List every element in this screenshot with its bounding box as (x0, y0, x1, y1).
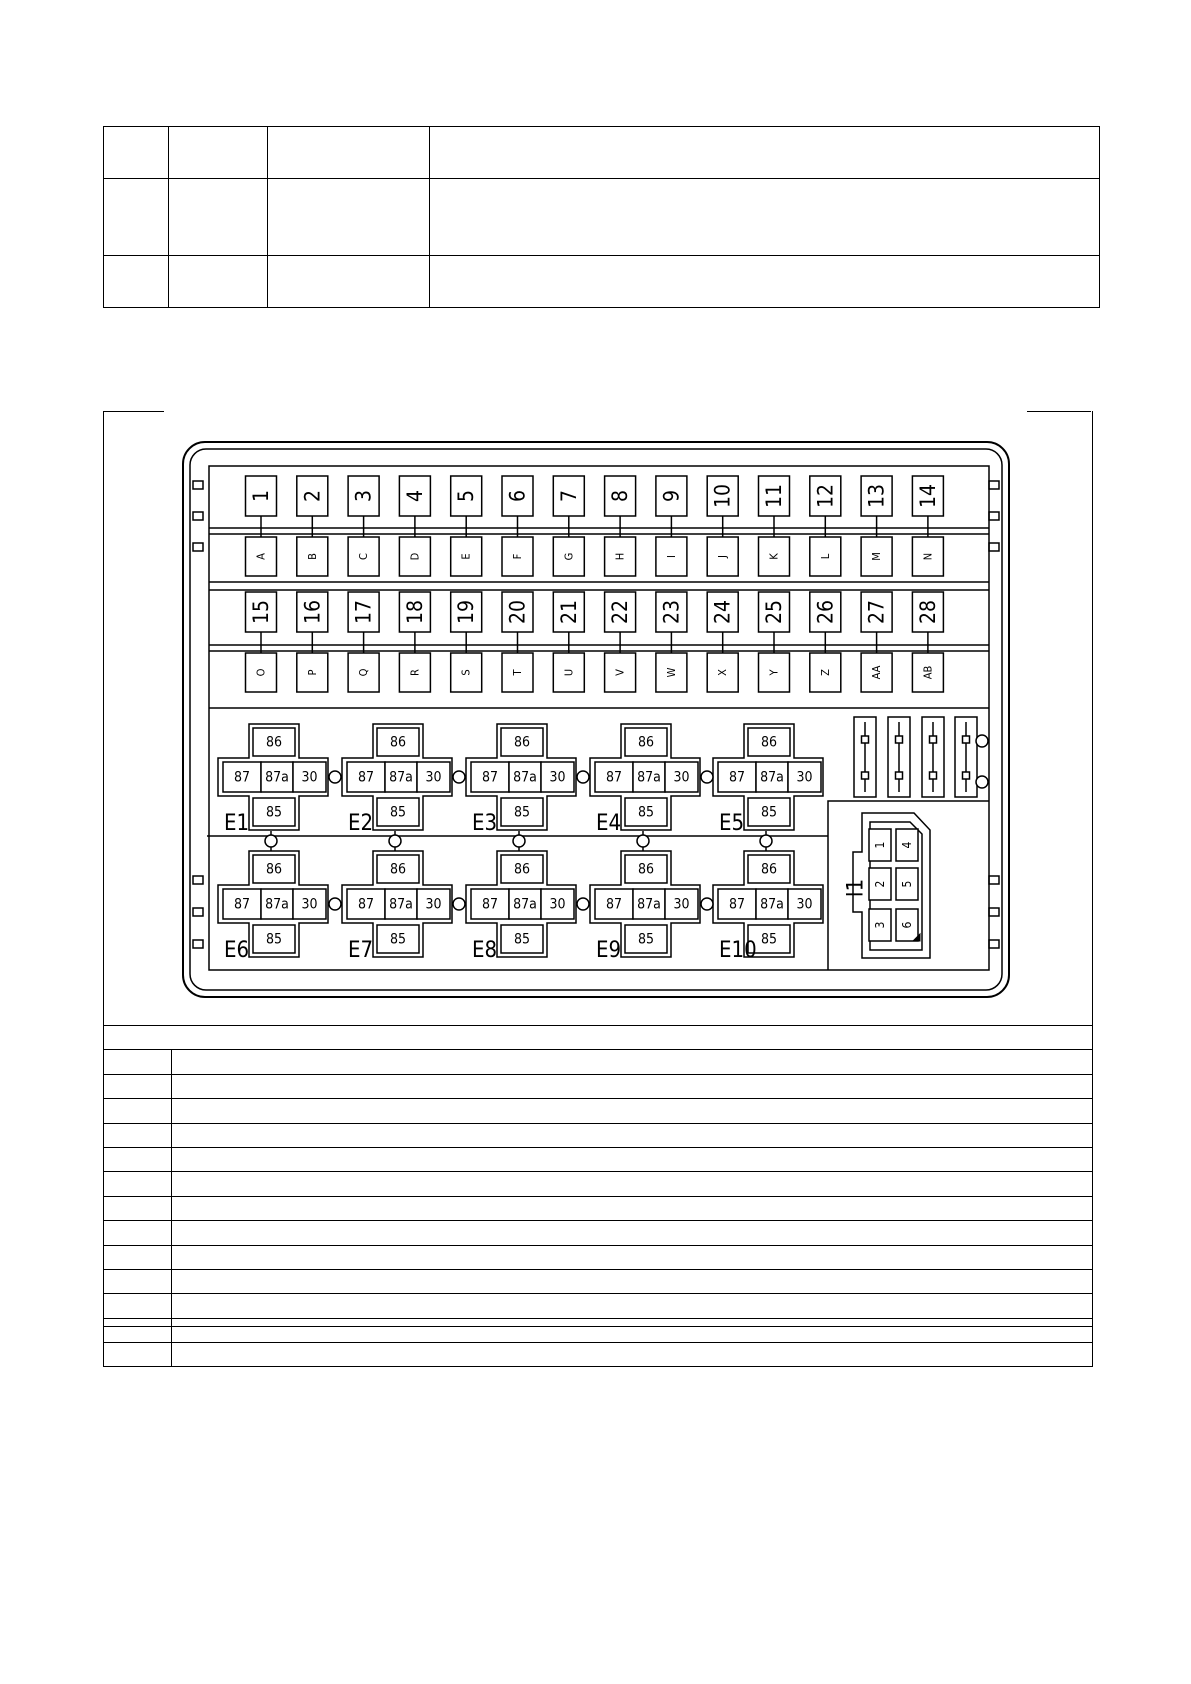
fuse-number-label: 21 (556, 599, 581, 625)
fuse-number-label: 3 (351, 489, 376, 503)
fuse-letter-label: D (408, 552, 422, 561)
fuse-letter-label: F (511, 553, 524, 560)
relay-pin-87a-label: 87a (389, 769, 413, 786)
relay-e9 (590, 851, 700, 963)
housing-clip-right-3 (989, 876, 999, 884)
relay-pin-87-label: 87 (605, 769, 623, 786)
table-row (104, 1074, 1093, 1098)
relay-e7 (342, 851, 452, 963)
relay-pin-85-label: 85 (760, 931, 778, 948)
mini-fuse-contact (930, 772, 937, 779)
table-row (104, 1269, 1093, 1293)
fuse-number-label: 17 (351, 599, 376, 625)
fuse-letter-label: N (921, 552, 935, 561)
table-row (104, 1147, 1093, 1171)
relay-pin-86-label: 86 (513, 734, 531, 751)
relay-id-label: E4 (596, 811, 622, 836)
table-row (104, 1245, 1093, 1269)
mini-fuse-contact (963, 736, 970, 743)
connector-pin-label: 3 (873, 921, 887, 929)
fuse-letter-label: G (562, 552, 576, 561)
fuse-letter-label: A (254, 553, 268, 560)
mini-fuse-4 (955, 717, 977, 797)
relay-pin-30-label: 30 (301, 896, 318, 913)
fuse-letter-label: P (305, 669, 319, 676)
relay-pin-85-label: 85 (637, 804, 655, 821)
fuse-letter-label: X (716, 669, 730, 676)
relay-e6 (218, 851, 328, 963)
fuse-number-label: 13 (864, 483, 889, 509)
fuse-letter-label: I (664, 555, 678, 558)
relay-link-node (453, 898, 465, 910)
fuse-number-label: 9 (659, 489, 684, 503)
relay-pin-87-label: 87 (481, 769, 499, 786)
relay-block (218, 724, 823, 963)
relay-e2 (342, 724, 452, 836)
relay-link-node (577, 898, 589, 910)
fuse-number-label: 22 (608, 599, 633, 625)
fuse-number-label: 11 (762, 483, 786, 509)
fuse-letter-label: W (664, 667, 678, 678)
mini-fuse-2 (888, 717, 910, 797)
relay-pin-86-label: 86 (760, 734, 778, 751)
table-row (104, 1123, 1093, 1147)
fuse-number-label: 8 (608, 489, 633, 503)
fuse-number-label: 24 (710, 599, 735, 625)
relay-pin-87a-label: 87a (637, 896, 661, 913)
relay-link-node (701, 771, 713, 783)
relay-pin-85-label: 85 (637, 931, 655, 948)
relay-pin-85-label: 85 (265, 931, 283, 948)
housing-clip-right-4 (989, 908, 999, 916)
relay-id-label: E1 (224, 811, 250, 836)
fuse-letter-label: V (613, 669, 627, 676)
relay-link-node (265, 835, 277, 847)
relay-pin-86-label: 86 (760, 861, 778, 878)
relay-id-label: E8 (472, 938, 498, 963)
table-row (104, 1050, 1093, 1074)
fuse-letter-label: AA (870, 665, 884, 680)
fuse-row-lower (246, 592, 944, 692)
relay-pin-30-label: 30 (425, 769, 442, 786)
relay-link-node (329, 771, 341, 783)
fuse-number-label: 2 (300, 489, 325, 503)
fuse-letter-label: J (716, 555, 730, 558)
connector-id-label: I1 (843, 878, 869, 898)
relay-link-node (577, 771, 589, 783)
fuse-letter-label: T (511, 669, 524, 676)
fuse-letter-label: Z (818, 669, 832, 676)
relay-pin-87a-label: 87a (760, 896, 784, 913)
relay-id-label: E10 (719, 938, 757, 963)
relay-pin-85-label: 85 (760, 804, 778, 821)
fuse-letter-label: R (408, 669, 422, 676)
fuse-letter-label: B (305, 553, 319, 560)
mini-fuse-contact (930, 736, 937, 743)
relay-pin-86-label: 86 (389, 861, 407, 878)
relay-link-node (701, 898, 713, 910)
relay-pin-87-label: 87 (233, 896, 251, 913)
fuse-letter-label: Y (767, 669, 781, 676)
housing-clip-right-1 (989, 512, 999, 520)
fuse-letter-label: U (562, 668, 576, 677)
fuse-letter-label: C (357, 553, 371, 560)
bottom-blank-table (103, 1025, 1093, 1367)
relay-pin-85-label: 85 (389, 931, 407, 948)
relay-pin-86-label: 86 (637, 734, 655, 751)
housing-clip-left-0 (193, 481, 203, 489)
table-row (104, 1026, 1093, 1050)
relay-link-node (637, 835, 649, 847)
relay-pin-87-label: 87 (605, 896, 623, 913)
relay-pin-86-label: 86 (513, 861, 531, 878)
fuse-letter-label: L (818, 553, 832, 560)
relay-pin-87a-label: 87a (265, 896, 289, 913)
fuse-number-label: 4 (402, 489, 427, 503)
table-row (104, 1099, 1093, 1123)
relay-pin-30-label: 30 (549, 896, 566, 913)
housing-clip-left-5 (193, 940, 203, 948)
relay-pin-87a-label: 87a (513, 769, 537, 786)
mini-fuse-block (854, 717, 988, 797)
relay-pin-30-label: 30 (549, 769, 566, 786)
fuse-number-label: 19 (454, 599, 479, 625)
mini-fuse-contact (963, 772, 970, 779)
relay-e5 (713, 724, 823, 836)
relay-pin-30-label: 30 (673, 769, 690, 786)
fuse-letter-label: AB (921, 665, 935, 680)
relay-pin-30-label: 30 (425, 896, 442, 913)
relay-pin-85-label: 85 (513, 931, 531, 948)
mini-fuse-contact (862, 736, 869, 743)
relay-e10 (713, 851, 823, 963)
relay-pin-87a-label: 87a (389, 896, 413, 913)
relay-id-label: E2 (348, 811, 374, 836)
mini-fuse-node (976, 776, 988, 788)
mini-fuse-contact (896, 772, 903, 779)
relay-pin-86-label: 86 (637, 861, 655, 878)
relay-pin-87-label: 87 (233, 769, 251, 786)
relay-pin-86-label: 86 (389, 734, 407, 751)
fuse-number-label: 28 (915, 599, 940, 625)
relay-e4 (590, 724, 700, 836)
fuse-number-label: 12 (813, 483, 838, 509)
relay-e3 (466, 724, 576, 836)
connector-i1 (844, 813, 931, 958)
housing-clip-left-3 (193, 876, 203, 884)
relay-link-node (389, 835, 401, 847)
fuse-number-label: 16 (300, 599, 325, 625)
relay-pin-86-label: 86 (265, 861, 283, 878)
fuse-number-label: 10 (710, 483, 735, 509)
relay-link-node (453, 771, 465, 783)
housing-clip-right-5 (989, 940, 999, 948)
relay-id-label: E6 (224, 938, 250, 963)
relay-pin-85-label: 85 (265, 804, 283, 821)
relay-id-label: E3 (472, 811, 498, 836)
relay-link-node (760, 835, 772, 847)
relay-e1 (218, 724, 328, 836)
fuse-letter-label: E (459, 553, 473, 560)
fuse-letter-label: Q (357, 668, 371, 677)
relay-pin-87-label: 87 (728, 769, 746, 786)
relay-pin-85-label: 85 (513, 804, 531, 821)
table-row (104, 1318, 1093, 1342)
relay-pin-87a-label: 87a (637, 769, 661, 786)
housing-clip-left-2 (193, 543, 203, 551)
connector-pin-label: 5 (900, 880, 914, 888)
relay-e8 (466, 851, 576, 963)
housing-clip-left-4 (193, 908, 203, 916)
relay-pin-87a-label: 87a (760, 769, 784, 786)
relay-pin-86-label: 86 (265, 734, 283, 751)
relay-pin-87-label: 87 (357, 896, 375, 913)
fuse-letter-label: O (254, 668, 268, 677)
relay-link-node (329, 898, 341, 910)
relay-pin-30-label: 30 (796, 896, 813, 913)
relay-id-label: E7 (348, 938, 374, 963)
fuse-number-label: 25 (762, 599, 786, 625)
relay-pin-30-label: 30 (796, 769, 813, 786)
connector-pin-label: 4 (900, 841, 914, 849)
fuse-number-label: 20 (505, 599, 530, 625)
fuse-number-label: 14 (915, 483, 940, 509)
fuse-number-label: 7 (556, 489, 581, 503)
relay-pin-30-label: 30 (301, 769, 318, 786)
housing-clip-left-1 (193, 512, 203, 520)
fuse-letter-label: S (459, 669, 473, 676)
table-row (104, 1196, 1093, 1220)
fuse-number-label: 15 (249, 599, 273, 625)
housing-clip-right-2 (989, 543, 999, 551)
connector-pin-label: 2 (873, 880, 887, 888)
connector-pin-label: 6 (900, 921, 914, 929)
fuse-number-label: 5 (454, 489, 479, 503)
relay-id-label: E5 (719, 811, 745, 836)
relay-link-node (513, 835, 525, 847)
fuse-letter-label: H (613, 552, 627, 561)
relay-pin-85-label: 85 (389, 804, 407, 821)
relay-pin-30-label: 30 (673, 896, 690, 913)
mini-fuse-contact (862, 772, 869, 779)
table-row (104, 1221, 1093, 1245)
fuse-number-label: 23 (659, 599, 684, 625)
relay-id-label: E9 (596, 938, 622, 963)
mini-fuse-contact (896, 736, 903, 743)
mini-fuse-node (976, 735, 988, 747)
fuse-number-label: 18 (402, 599, 427, 625)
housing-clip-right-0 (989, 481, 999, 489)
fuse-letter-label: M (870, 552, 884, 561)
mini-fuse-3 (922, 717, 944, 797)
fuse-number-label: 6 (505, 489, 530, 503)
fuse-number-label: 1 (249, 489, 273, 503)
table-row (104, 1343, 1093, 1367)
relay-pin-87-label: 87 (357, 769, 375, 786)
fuse-number-label: 26 (813, 599, 838, 625)
relay-pin-87a-label: 87a (265, 769, 289, 786)
table-row (104, 1294, 1093, 1318)
table-row (104, 1172, 1093, 1196)
relay-pin-87a-label: 87a (513, 896, 537, 913)
mini-fuse-1 (854, 717, 876, 797)
fuse-row-upper (246, 476, 944, 576)
fuse-number-label: 27 (864, 599, 889, 625)
relay-pin-87-label: 87 (728, 896, 746, 913)
relay-pin-87-label: 87 (481, 896, 499, 913)
fuse-letter-label: K (767, 553, 781, 560)
connector-pin-label: 1 (873, 841, 887, 849)
